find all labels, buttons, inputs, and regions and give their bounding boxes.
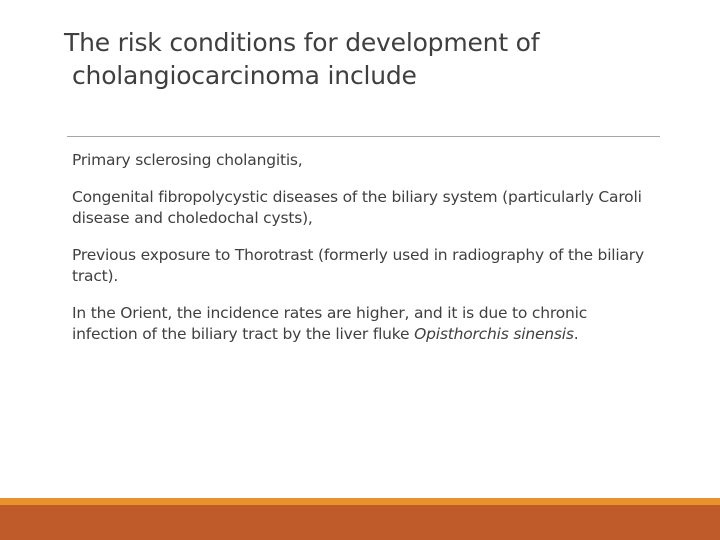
slide-title-line-2: cholangiocarcinoma include bbox=[72, 61, 417, 90]
footer-band bbox=[0, 498, 720, 540]
title-divider bbox=[67, 136, 660, 137]
bullet-list bbox=[72, 150, 652, 361]
footer-accent-stripe bbox=[0, 498, 720, 505]
bullet-text-end: . bbox=[573, 325, 579, 343]
footer-bar bbox=[0, 505, 720, 540]
bullet-item bbox=[72, 303, 652, 345]
bullet-text: In the Orient, the incidence rates are higher, and it is due to chronic infection of the biliary tract by the liver fluke bbox=[72, 304, 588, 343]
bullet-item: Primary sclerosing cholangitis, bbox=[72, 151, 303, 169]
slide-title bbox=[64, 26, 664, 92]
bullet-item: Congenital fibropolycystic diseases of the biliary system (particularly Caroli disease and choledochal cysts), bbox=[72, 188, 642, 227]
bullet-item: Previous exposure to Thorotrast (formerly used in radiography of the biliary tract). bbox=[72, 246, 644, 285]
species-name: Opisthorchis sinensis bbox=[414, 325, 574, 343]
slide-title-line-1: The risk conditions for development of bbox=[64, 28, 540, 57]
